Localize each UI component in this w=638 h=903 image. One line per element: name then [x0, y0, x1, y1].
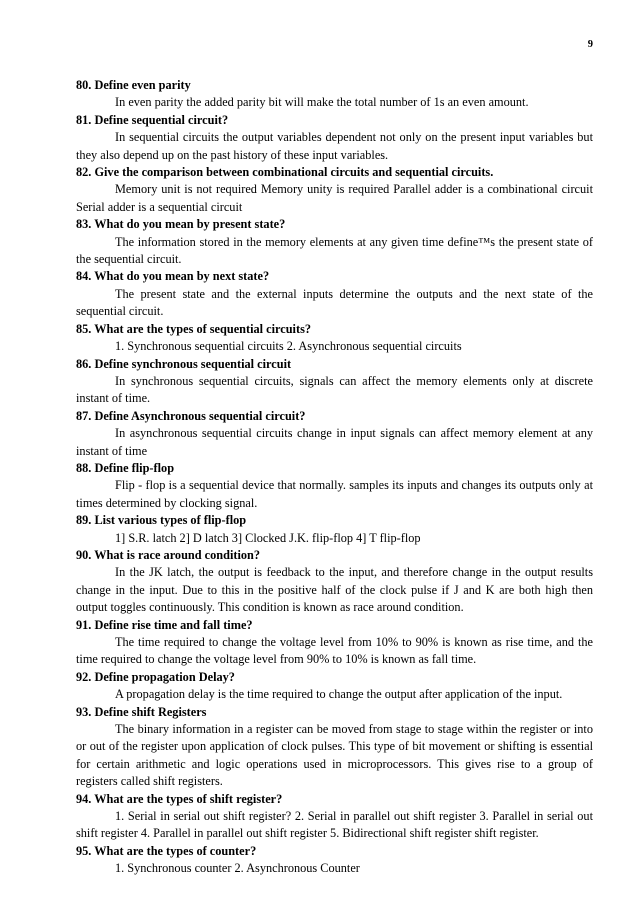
question-92: 92. Define propagation Delay?: [76, 669, 235, 684]
question-80: 80. Define even parity: [76, 78, 191, 92]
answer-83: The information stored in the memory elements at any given time define™s the present state of the sequential circuit.: [76, 234, 593, 267]
question-84: 84. What do you mean by next state?: [76, 269, 270, 284]
question-93: 93. Define shift Registers: [76, 704, 207, 719]
answer-91: The time required to change the voltage level from 10% to 90% is known as rise time, and the time required to change the voltage level from 90% to 10% is known as fall time.: [76, 635, 593, 667]
question-86: 86. Define synchronous sequential circuit: [76, 356, 292, 371]
question-89: 89. List various types of flip-flop: [76, 513, 247, 528]
question-83: 83. What do you mean by present state?: [76, 217, 286, 232]
answer-95: 1. Synchronous counter 2. Asynchronous Counter: [115, 861, 360, 876]
question-94: 94. What are the types of shift register?: [76, 791, 283, 806]
question-87: 87. Define Asynchronous sequential circuit?: [76, 408, 306, 423]
answer-90: In the JK latch, the output is feedback to the input, and therefore change in the output results change in the input. Due to this in the positive half of the clock pulse if J and K are both high then output toggles continuously. This condition is known as race around condition.: [76, 565, 593, 615]
qa-list: [76, 77, 593, 878]
answer-81: In sequential circuits the output variables dependent not only on the present input variables but they also depend up on the past history of these input variables.: [76, 130, 593, 162]
question-82: 82. Give the comparison between combinational circuits and sequential circuits.: [76, 165, 494, 180]
question-95: 95. What are the types of counter?: [76, 843, 257, 858]
answer-93: The binary information in a register can be moved from stage to stage within the register or into or out of the register upon application of clock pulses. This type of bit movement or shifting is essential for certain arithmetic and logic operations used in microprocessors. This gives rise to a group of registers called shift registers.: [76, 722, 593, 789]
question-90: 90. What is race around condition?: [76, 547, 261, 562]
answer-84: The present state and the external inputs determine the outputs and the next state of the sequential circuit.: [76, 286, 593, 319]
question-91: 91. Define rise time and fall time?: [76, 617, 253, 632]
question-85: 85. What are the types of sequential circuits?: [76, 321, 311, 336]
answer-82: Memory unit is not required Memory unity is required Parallel adder is a combinational circuit Serial adder is a sequential circuit: [76, 182, 593, 214]
answer-94: 1. Serial in serial out shift register? 2. Serial in parallel out shift register 3. Parallel in serial out shift register 4. Parallel in parallel out shift register 5. Bidirectional shift register shift register.: [76, 809, 593, 841]
answer-80: In even parity the added parity bit will make the total number of 1s an even amount.: [115, 95, 529, 110]
answer-88: Flip - flop is a sequential device that normally. samples its inputs and changes its outputs only at times determined by clocking signal.: [76, 478, 593, 510]
answer-87: In asynchronous sequential circuits change in input signals can affect memory element at any instant of time: [76, 426, 593, 458]
question-88: 88. Define flip-flop: [76, 460, 175, 475]
answer-86: In synchronous sequential circuits, signals can affect the memory elements only at discrete instant of time.: [76, 373, 593, 406]
answer-89: 1] S.R. latch 2] D latch 3] Clocked J.K. flip-flop 4] T flip-flop: [115, 530, 421, 545]
answer-92: A propagation delay is the time required to change the output after application of the input.: [115, 687, 563, 702]
page-number: 9: [587, 39, 593, 50]
answer-85: 1. Synchronous sequential circuits 2. Asynchronous sequential circuits: [115, 339, 462, 354]
question-81: 81. Define sequential circuit?: [76, 112, 229, 127]
